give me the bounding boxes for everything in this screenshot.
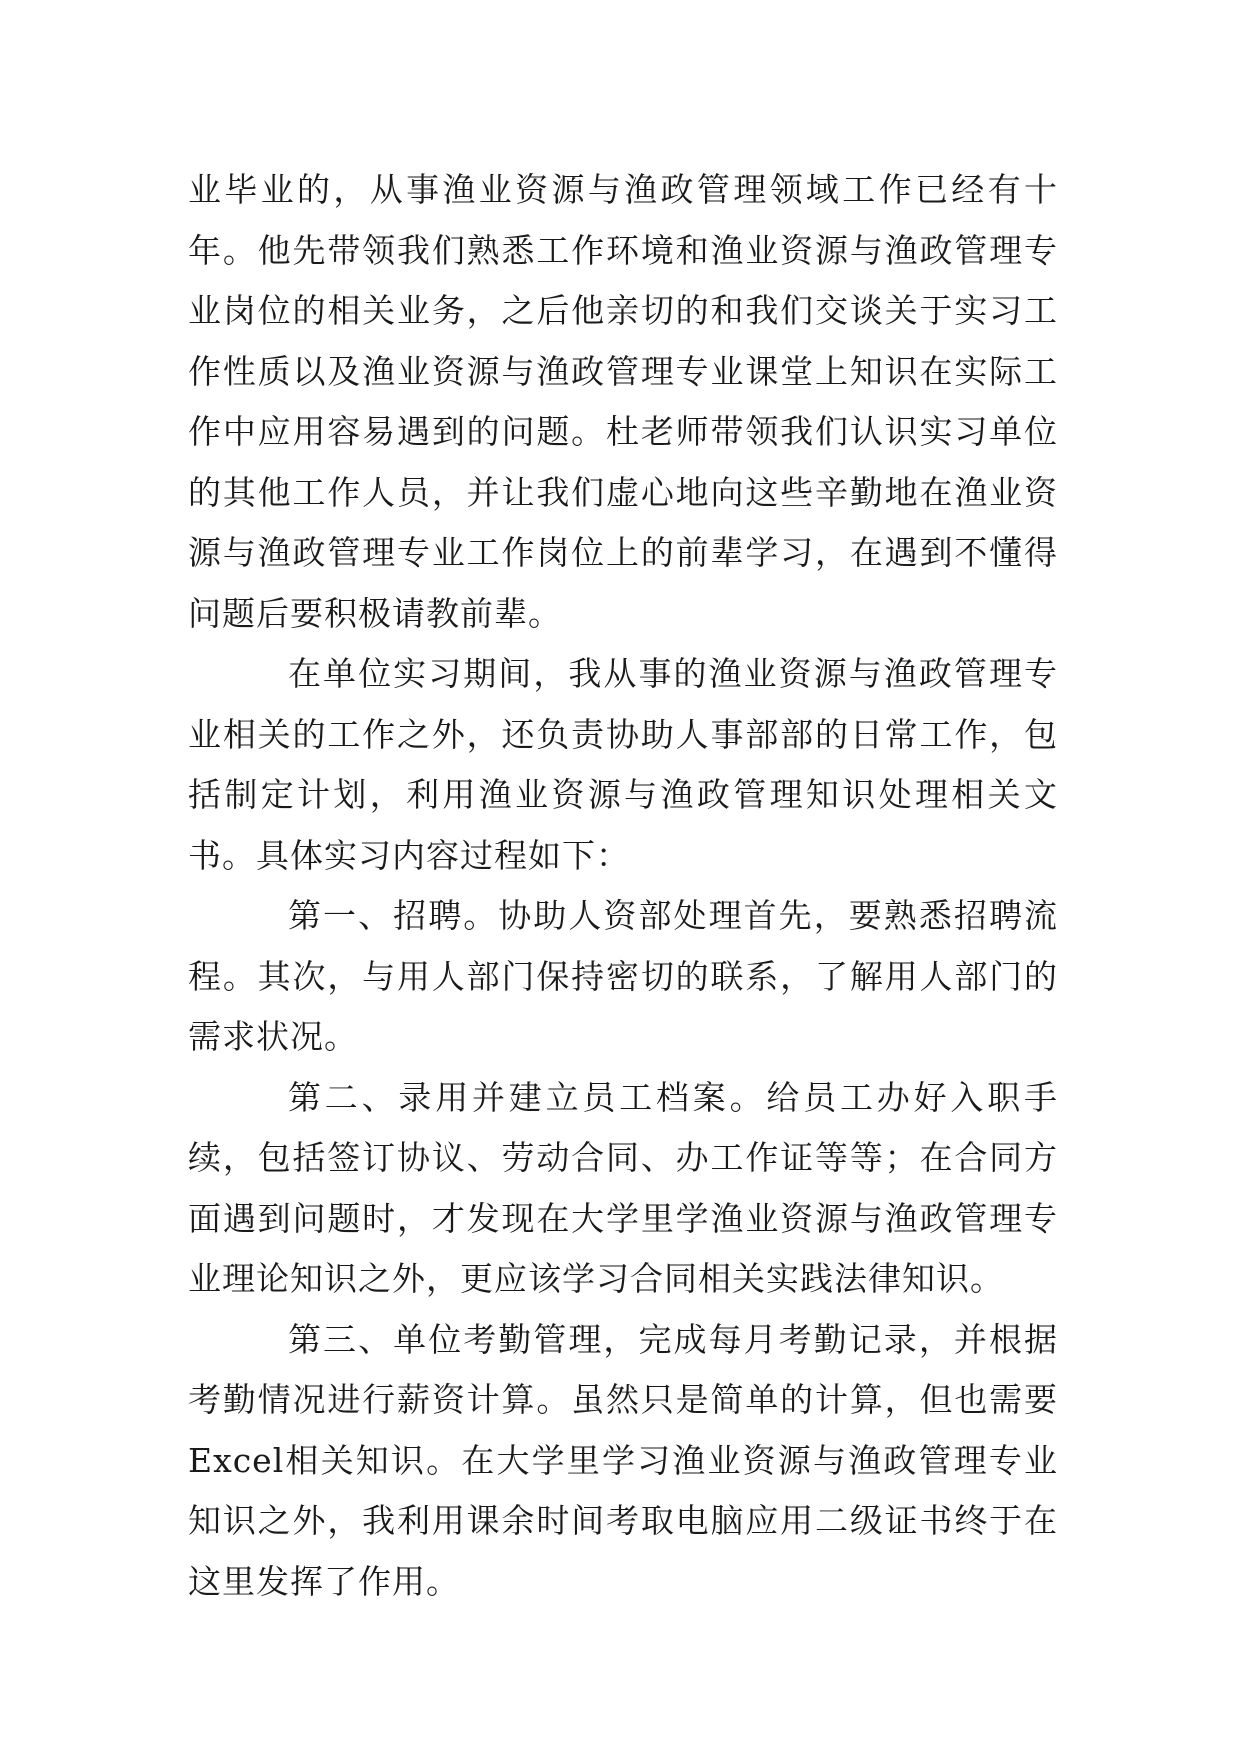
paragraph-attendance: 第三、单位考勤管理，完成每月考勤记录，并根据考勤情况进行薪资计算。虽然只是简单的计算，但也需要Excel相关知识。在大学里学习渔业资源与渔政管理专业知识之外，我利用课余时间考取电脑应用二级证书终于在这里发挥了作用。 xyxy=(188,1319,1058,1601)
paragraph-internship-duties: 在单位实习期间，我从事的渔业资源与渔政管理专业相关的工作之外，还负责协助人事部部的日常工作，包括制定计划，利用渔业资源与渔政管理知识处理相关文书。具体实习内容过程如下： xyxy=(188,654,1058,875)
paragraph-employee-records: 第二、录用并建立员工档案。给员工办好入职手续，包括签订协议、劳动合同、办工作证等等；在合同方面遇到问题时，才发现在大学里学渔业资源与渔政管理专业理论知识之外，更应该学习合同相关实践法律知识。 xyxy=(188,1077,1058,1298)
paragraph-continuation: 业毕业的，从事渔业资源与渔政管理领域工作已经有十年。他先带领我们熟悉工作环境和渔业资源与渔政管理专业岗位的相关业务，之后他亲切的和我们交谈关于实习工作性质以及渔业资源与渔政管理专业课堂上知识在实际工作中应用容易遇到的问题。杜老师带领我们认识实习单位的其他工作人员，并让我们虚心地向这些辛勤地在渔业资源与渔政管理专业工作岗位上的前辈学习，在遇到不懂得问题后要积极请教前辈。 xyxy=(188,170,1058,633)
document-body xyxy=(188,160,1058,1612)
paragraph-recruitment: 第一、招聘。协助人资部处理首先，要熟悉招聘流程。其次，与用人部门保持密切的联系，了解用人部门的需求状况。 xyxy=(188,896,1058,1056)
